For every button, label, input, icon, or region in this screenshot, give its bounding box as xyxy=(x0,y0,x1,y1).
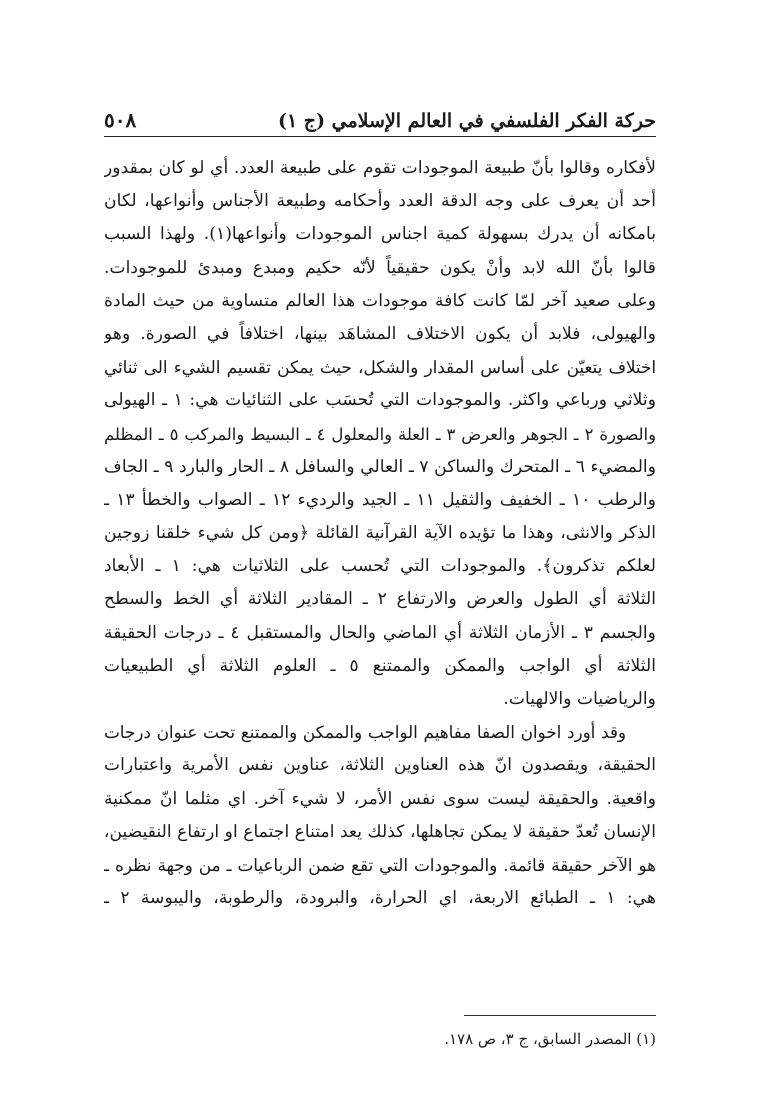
text-line: والرطب ١٠ ـ الخفيف والثقيل ١١ ـ الجيد والرديء ١٢ ـ الصواب والخطأ ١٣ ـ xyxy=(104,489,656,510)
text-line: لأفكاره وقالوا بأنّ طبيعة الموجودات تقوم على طبيعة العدد. أي لو كان بمقدور xyxy=(104,158,656,178)
text-line: قالوا بأنّ الله لابد وأنْ يكون حقيقياً لأنّه حكيم ومبدع ومبدئ للموجودات. xyxy=(104,257,656,278)
text-line: وعلى صعيد آخر لمّا كانت كافة موجودات هذا العالم متساوية من حيث المادة xyxy=(104,290,656,311)
text-line: اختلاف يتعيّن على أساس المقدار والشكل، حيث يمكن تقسيم الشيء الى ثنائي xyxy=(104,357,656,378)
page-number: ٥٠٨ xyxy=(104,108,137,132)
body-text xyxy=(104,152,656,915)
footnote: (١) المصدر السابق، ج ٣، ص ١٧٨. xyxy=(444,1030,656,1048)
text-line: والهيولى، فلابد أن يكون الاختلاف المشاهَد بينها، اختلافاً في الصورة. وهو xyxy=(104,323,656,344)
text-line: والجسم ٣ ـ الأزمان الثلاثة أي الماضي والحال والمستقبل ٤ ـ درجات الحقيقة xyxy=(104,622,656,643)
text-line: بامكانه أن يدرك بسهولة كمية اجناس الموجودات وأنواعها(١). ولهذا السبب xyxy=(104,224,656,245)
footnote-separator xyxy=(464,1015,656,1016)
text-line: أحد أن يعرف على وجه الدقة العدد وأحكامه وطبيعة الأجناس وأنواعها، لكان xyxy=(104,191,656,212)
running-head xyxy=(104,103,656,137)
text-line: الإنسان تُعدّ حقيقة لا يمكن تجاهلها، كذلك يعد امتناع اجتماع او ارتفاع النقيضين، xyxy=(104,821,656,842)
text-line: الحقيقة، ويقصدون انّ هذه العناوين الثلاثة، عناوين نفس الأمرية واعتبارات xyxy=(104,755,656,776)
text-line: الثلاثة أي الطول والعرض والارتفاع ٢ ـ المقادير الثلاثة أي الخط والسطح xyxy=(104,589,656,610)
text-line: هي: ١ ـ الطبائع الاربعة، اي الحرارة، والبرودة، والرطوبة، واليبوسة ٢ ـ xyxy=(104,888,656,909)
text-line: وثلاثي ورباعي واكثر. والموجودات التي تُحسَب على الثنائيات هي: ١ ـ الهيولى xyxy=(104,390,656,411)
text-line: والصورة ٢ ـ الجوهر والعرض ٣ ـ العلة والمعلول ٤ ـ البسيط والمركب ٥ ـ المظلم xyxy=(104,424,656,444)
text-line: لعلكم تذكرون﴾. والموجودات التي تُحسب على الثلاثيات هي: ١ ـ الأبعاد xyxy=(104,556,656,577)
paragraph-start-line: وقد أورد اخوان الصفا مفاهيم الواجب والممكن والممتنع تحت عنوان درجات xyxy=(104,722,626,743)
text-line: الذكر والانثى، وهذا ما تؤيده الآية القرآنية القائلة ﴿ومن كل شيء خلقنا زوجين xyxy=(104,523,656,544)
text-line: واقعية. والحقيقة ليست سوى نفس الأمر، لا شيء آخر. اي مثلما انّ ممكنية xyxy=(104,788,656,809)
text-line: هو الآخر حقيقة قائمة. والموجودات التي تقع ضمن الرباعيات ـ من وجهة نظره ـ xyxy=(104,854,656,875)
paragraph-end-line: والرياضيات والالهيات. xyxy=(503,689,656,709)
text-line: والمضيء ٦ ـ المتحرك والساكن ٧ ـ العالي والسافل ٨ ـ الحار والبارد ٩ ـ الجاف xyxy=(104,456,656,477)
running-title: حركة الفكر الفلسفي في العالم الإسلامي (ج ١) xyxy=(277,110,656,132)
text-line: الثلاثة أي الواجب والممكن والممتنع ٥ ـ العلوم الثلاثة أي الطبيعيات xyxy=(104,655,656,676)
